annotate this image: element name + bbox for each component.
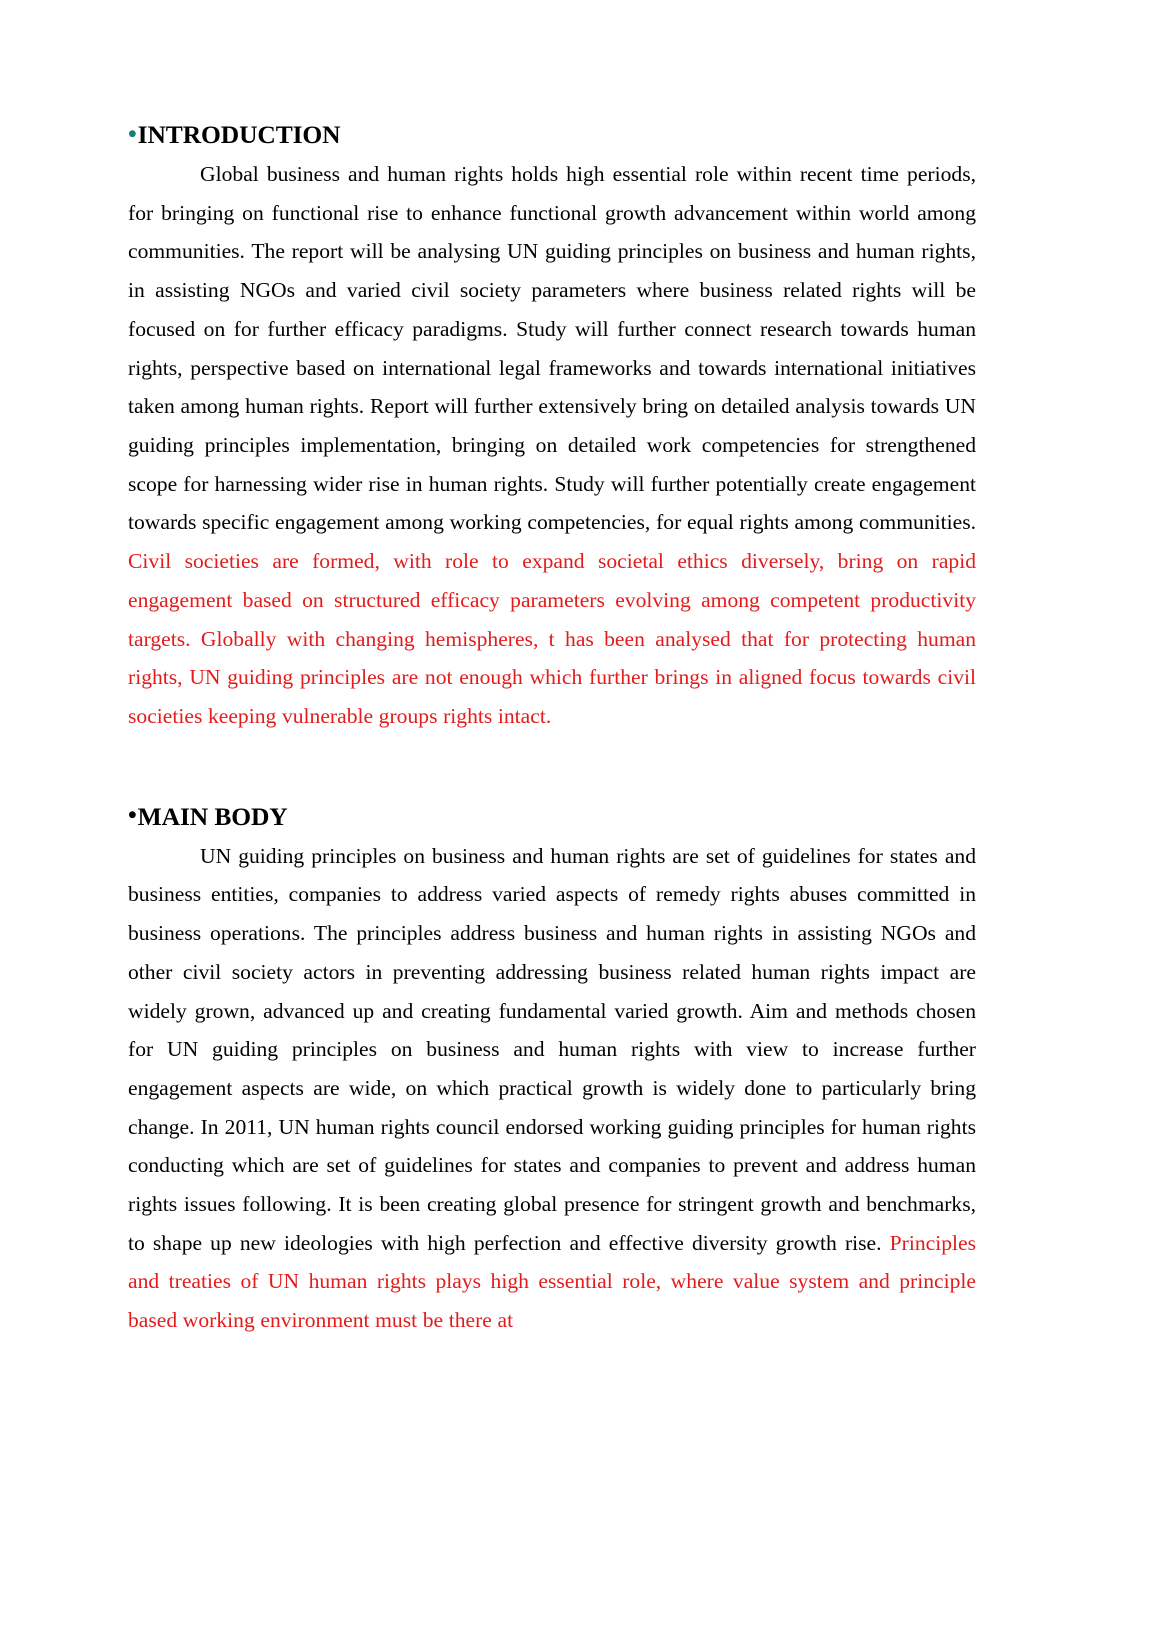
heading-main-body-label: MAIN BODY: [137, 801, 288, 831]
paragraph-introduction: [128, 155, 976, 736]
heading-introduction-label: INTRODUCTION: [137, 120, 341, 149]
paragraph-introduction-black-text: Global business and human rights holds high essential role within recent time periods, for bringing on functional rise to enhance functional growth advancement within world among communities. The report will be analysing UN guiding principles on business and human rights, in assisting NGOs and varied civil society parameters where business related rights will be focused on for further efficacy paradigms. Study will further connect research towards human rights, perspective based on international legal frameworks and towards international initiatives taken among human rights. Report will further extensively bring on detailed analysis towards UN guiding principles implementation, bringing on detailed work competencies for strengthened scope for harnessing wider rise in human rights. Study will further potentially create engagement towards specific engagement among working competencies, for equal rights among communities.: [128, 162, 976, 535]
paragraph-main-body: [128, 837, 976, 1340]
document-content: [128, 120, 976, 1340]
bullet-icon-introduction: •: [128, 120, 137, 148]
heading-main-body: [128, 802, 976, 832]
paragraph-introduction-red-text: Civil societies are formed, with role to expand societal ethics diversely, bring on rapid engagement based on structured efficacy parameters evolving among competent productivity targets. Globally with changing hemispheres, t has been analysed that for protecting human rights, UN guiding principles are not enough which further brings in aligned focus towards civil societies keeping vulnerable groups rights intact.: [128, 549, 976, 728]
spacer-between-sections: [128, 736, 976, 802]
paragraph-main-body-red-text: Principles and treaties of UN human rights plays high essential role, where value system and principle based working environment must be there at: [128, 1230, 977, 1333]
bullet-icon-main-body: •: [128, 802, 137, 830]
heading-introduction: [128, 120, 976, 150]
paragraph-main-body-black-text: UN guiding principles on business and human rights are set of guidelines for states and business entities, companies to address varied aspects of remedy rights abuses committed in business operations. The principles address business and human rights in assisting NGOs and other civil society actors in preventing addressing business related human rights impact are widely grown, advanced up and creating fundamental varied growth. Aim and methods chosen for UN guiding principles on business and human rights with view to increase further engagement aspects are wide, on which practical growth is widely done to particularly bring change. In 2011, UN human rights council endorsed working guiding principles for human rights conducting which are set of guidelines for states and companies to prevent and address human rights issues following. It is been creating global presence for stringent growth and benchmarks, to shape up new ideologies with high perfection and effective diversity growth rise.: [128, 843, 976, 1255]
